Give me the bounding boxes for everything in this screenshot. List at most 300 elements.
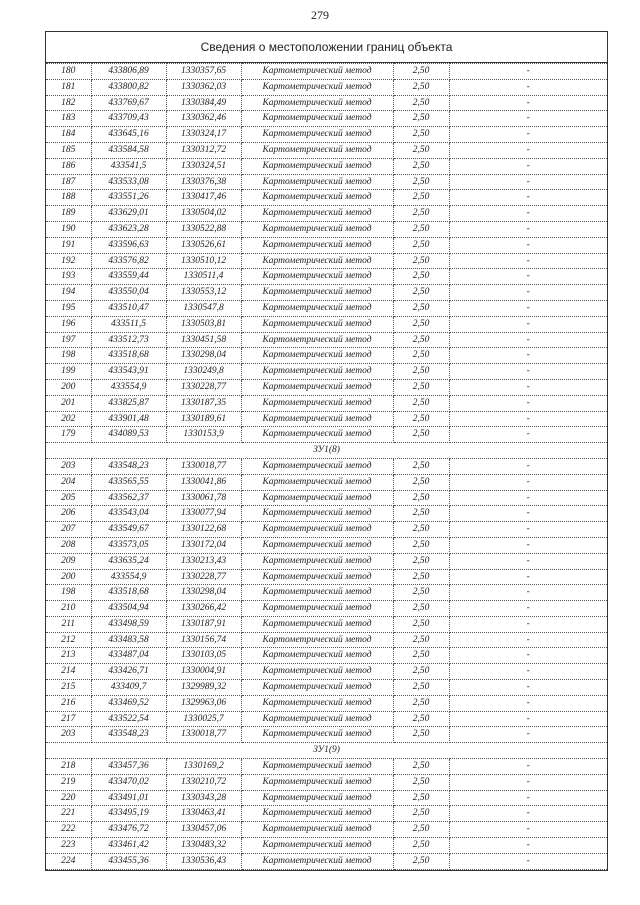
table-row (46, 458, 607, 474)
y-coordinate-cell: 1330451,58 (166, 332, 241, 348)
note-cell: - (449, 411, 607, 427)
method-cell: Картометрический метод (241, 506, 393, 522)
method-cell: Картометрический метод (241, 490, 393, 506)
method-cell: Картометрический метод (241, 601, 393, 617)
method-cell: Картометрический метод (241, 190, 393, 206)
accuracy-cell: 2,50 (393, 142, 449, 158)
y-coordinate-cell: 1330025,7 (166, 711, 241, 727)
accuracy-cell: 2,50 (393, 237, 449, 253)
y-coordinate-cell: 1330249,8 (166, 364, 241, 380)
accuracy-cell: 2,50 (393, 111, 449, 127)
accuracy-cell: 2,50 (393, 190, 449, 206)
point-number-cell: 212 (46, 632, 91, 648)
note-cell: - (449, 253, 607, 269)
y-coordinate-cell: 1330298,04 (166, 585, 241, 601)
point-number-cell: 189 (46, 206, 91, 222)
note-cell: - (449, 695, 607, 711)
y-coordinate-cell: 1330156,74 (166, 632, 241, 648)
point-number-cell: 199 (46, 364, 91, 380)
note-cell: - (449, 632, 607, 648)
point-number-cell: 204 (46, 474, 91, 490)
y-coordinate-cell: 1330172,04 (166, 537, 241, 553)
y-coordinate-cell: 1330324,17 (166, 127, 241, 143)
point-number-cell: 220 (46, 790, 91, 806)
accuracy-cell: 2,50 (393, 95, 449, 111)
note-cell: - (449, 364, 607, 380)
note-cell: - (449, 395, 607, 411)
point-number-cell: 206 (46, 506, 91, 522)
y-coordinate-cell: 1330169,2 (166, 759, 241, 775)
note-cell: - (449, 348, 607, 364)
y-coordinate-cell: 1330362,03 (166, 79, 241, 95)
method-cell: Картометрический метод (241, 585, 393, 601)
accuracy-cell: 2,50 (393, 632, 449, 648)
method-cell: Картометрический метод (241, 632, 393, 648)
point-number-cell: 223 (46, 838, 91, 854)
method-cell: Картометрический метод (241, 111, 393, 127)
note-cell: - (449, 190, 607, 206)
point-number-cell: 184 (46, 127, 91, 143)
x-coordinate-cell: 433769,67 (91, 95, 166, 111)
point-number-cell: 197 (46, 332, 91, 348)
x-coordinate-cell: 433559,44 (91, 269, 166, 285)
y-coordinate-cell: 1330511,4 (166, 269, 241, 285)
accuracy-cell: 2,50 (393, 506, 449, 522)
note-cell: - (449, 158, 607, 174)
method-cell: Картометрический метод (241, 237, 393, 253)
accuracy-cell: 2,50 (393, 364, 449, 380)
table-row (46, 838, 607, 854)
point-number-cell: 188 (46, 190, 91, 206)
table-row (46, 490, 607, 506)
x-coordinate-cell: 433554,9 (91, 379, 166, 395)
method-cell: Картометрический метод (241, 648, 393, 664)
accuracy-cell: 2,50 (393, 711, 449, 727)
y-coordinate-cell: 1330362,46 (166, 111, 241, 127)
method-cell: Картометрический метод (241, 269, 393, 285)
table-row (46, 269, 607, 285)
note-cell: - (449, 427, 607, 443)
note-cell: - (449, 680, 607, 696)
method-cell: Картометрический метод (241, 806, 393, 822)
point-number-cell: 210 (46, 601, 91, 617)
method-cell: Картометрический метод (241, 474, 393, 490)
x-coordinate-cell: 433901,48 (91, 411, 166, 427)
note-cell: - (449, 822, 607, 838)
accuracy-cell: 2,50 (393, 822, 449, 838)
note-cell: - (449, 569, 607, 585)
point-number-cell: 180 (46, 64, 91, 80)
accuracy-cell: 2,50 (393, 127, 449, 143)
method-cell: Картометрический метод (241, 174, 393, 190)
note-cell: - (449, 774, 607, 790)
method-cell: Картометрический метод (241, 142, 393, 158)
table-row (46, 285, 607, 301)
table-row (46, 822, 607, 838)
note-cell: - (449, 64, 607, 80)
note-cell: - (449, 206, 607, 222)
x-coordinate-cell: 433512,73 (91, 332, 166, 348)
table-title: Сведения о местоположении границ объекта (46, 32, 607, 63)
method-cell: Картометрический метод (241, 411, 393, 427)
accuracy-cell: 2,50 (393, 158, 449, 174)
table-row (46, 348, 607, 364)
note-cell: - (449, 490, 607, 506)
accuracy-cell: 2,50 (393, 585, 449, 601)
table-row (46, 190, 607, 206)
table-row (46, 316, 607, 332)
table-row (46, 522, 607, 538)
x-coordinate-cell: 433800,82 (91, 79, 166, 95)
accuracy-cell: 2,50 (393, 790, 449, 806)
accuracy-cell: 2,50 (393, 774, 449, 790)
y-coordinate-cell: 1330522,88 (166, 221, 241, 237)
method-cell: Картометрический метод (241, 711, 393, 727)
x-coordinate-cell: 433645,16 (91, 127, 166, 143)
table-row (46, 680, 607, 696)
note-cell: - (449, 585, 607, 601)
x-coordinate-cell: 433549,67 (91, 522, 166, 538)
accuracy-cell: 2,50 (393, 79, 449, 95)
y-coordinate-cell: 1330187,91 (166, 616, 241, 632)
x-coordinate-cell: 433565,55 (91, 474, 166, 490)
point-number-cell: 213 (46, 648, 91, 664)
y-coordinate-cell: 1330343,28 (166, 790, 241, 806)
accuracy-cell: 2,50 (393, 490, 449, 506)
method-cell: Картометрический метод (241, 127, 393, 143)
accuracy-cell: 2,50 (393, 522, 449, 538)
method-cell: Картометрический метод (241, 79, 393, 95)
point-number-cell: 193 (46, 269, 91, 285)
y-coordinate-cell: 1330213,43 (166, 553, 241, 569)
point-number-cell: 198 (46, 348, 91, 364)
method-cell: Картометрический метод (241, 822, 393, 838)
accuracy-cell: 2,50 (393, 269, 449, 285)
table-row (46, 364, 607, 380)
note-cell: - (449, 300, 607, 316)
note-cell: - (449, 379, 607, 395)
table-row (46, 411, 607, 427)
point-number-cell: 179 (46, 427, 91, 443)
table-row (46, 790, 607, 806)
point-number-cell: 194 (46, 285, 91, 301)
table-row (46, 158, 607, 174)
x-coordinate-cell: 433495,19 (91, 806, 166, 822)
point-number-cell: 192 (46, 253, 91, 269)
note-cell: - (449, 316, 607, 332)
table-row (46, 648, 607, 664)
point-number-cell: 224 (46, 853, 91, 869)
y-coordinate-cell: 1330004,91 (166, 664, 241, 680)
point-number-cell: 209 (46, 553, 91, 569)
x-coordinate-cell: 433487,04 (91, 648, 166, 664)
x-coordinate-cell: 433457,36 (91, 759, 166, 775)
table-row (46, 237, 607, 253)
y-coordinate-cell: 1330312,72 (166, 142, 241, 158)
accuracy-cell: 2,50 (393, 64, 449, 80)
y-coordinate-cell: 1330103,05 (166, 648, 241, 664)
note-cell: - (449, 553, 607, 569)
accuracy-cell: 2,50 (393, 838, 449, 854)
method-cell: Картометрический метод (241, 158, 393, 174)
table-row (46, 774, 607, 790)
note-cell: - (449, 474, 607, 490)
method-cell: Картометрический метод (241, 348, 393, 364)
x-coordinate-cell: 433483,58 (91, 632, 166, 648)
x-coordinate-cell: 433426,71 (91, 664, 166, 680)
method-cell: Картометрический метод (241, 553, 393, 569)
table-row (46, 379, 607, 395)
y-coordinate-cell: 1330457,06 (166, 822, 241, 838)
note-cell: - (449, 174, 607, 190)
accuracy-cell: 2,50 (393, 348, 449, 364)
table-row (46, 206, 607, 222)
table-row (46, 759, 607, 775)
accuracy-cell: 2,50 (393, 316, 449, 332)
section-label: ЗУ1(8) (46, 443, 607, 459)
x-coordinate-cell: 433510,47 (91, 300, 166, 316)
x-coordinate-cell: 433409,7 (91, 680, 166, 696)
x-coordinate-cell: 433469,52 (91, 695, 166, 711)
point-number-cell: 221 (46, 806, 91, 822)
point-number-cell: 190 (46, 221, 91, 237)
method-cell: Картометрический метод (241, 379, 393, 395)
section-label: ЗУ1(9) (46, 743, 607, 759)
x-coordinate-cell: 433491,01 (91, 790, 166, 806)
x-coordinate-cell: 433551,26 (91, 190, 166, 206)
y-coordinate-cell: 1330228,77 (166, 569, 241, 585)
y-coordinate-cell: 1330122,68 (166, 522, 241, 538)
method-cell: Картометрический метод (241, 664, 393, 680)
y-coordinate-cell: 1330041,86 (166, 474, 241, 490)
note-cell: - (449, 838, 607, 854)
y-coordinate-cell: 1330189,61 (166, 411, 241, 427)
accuracy-cell: 2,50 (393, 395, 449, 411)
section-row (46, 743, 607, 759)
y-coordinate-cell: 1330547,8 (166, 300, 241, 316)
y-coordinate-cell: 1330061,78 (166, 490, 241, 506)
table-row (46, 221, 607, 237)
y-coordinate-cell: 1330376,38 (166, 174, 241, 190)
point-number-cell: 216 (46, 695, 91, 711)
y-coordinate-cell: 1330483,32 (166, 838, 241, 854)
x-coordinate-cell: 433470,02 (91, 774, 166, 790)
accuracy-cell: 2,50 (393, 806, 449, 822)
boundary-table-sheet (45, 31, 608, 871)
y-coordinate-cell: 1330536,43 (166, 853, 241, 869)
method-cell: Картометрический метод (241, 64, 393, 80)
y-coordinate-cell: 1330266,42 (166, 601, 241, 617)
method-cell: Картометрический метод (241, 853, 393, 869)
method-cell: Картометрический метод (241, 316, 393, 332)
y-coordinate-cell: 1330018,77 (166, 458, 241, 474)
table-row (46, 474, 607, 490)
accuracy-cell: 2,50 (393, 664, 449, 680)
note-cell: - (449, 111, 607, 127)
point-number-cell: 181 (46, 79, 91, 95)
x-coordinate-cell: 433548,23 (91, 727, 166, 743)
note-cell: - (449, 285, 607, 301)
y-coordinate-cell: 1330153,9 (166, 427, 241, 443)
x-coordinate-cell: 433522,54 (91, 711, 166, 727)
note-cell: - (449, 806, 607, 822)
x-coordinate-cell: 433573,05 (91, 537, 166, 553)
method-cell: Картометрический метод (241, 680, 393, 696)
method-cell: Картометрический метод (241, 253, 393, 269)
x-coordinate-cell: 433584,58 (91, 142, 166, 158)
method-cell: Картометрический метод (241, 790, 393, 806)
note-cell: - (449, 237, 607, 253)
x-coordinate-cell: 433541,5 (91, 158, 166, 174)
method-cell: Картометрический метод (241, 221, 393, 237)
method-cell: Картометрический метод (241, 537, 393, 553)
y-coordinate-cell: 1330503,81 (166, 316, 241, 332)
note-cell: - (449, 79, 607, 95)
y-coordinate-cell: 1330357,65 (166, 64, 241, 80)
table-row (46, 127, 607, 143)
accuracy-cell: 2,50 (393, 537, 449, 553)
x-coordinate-cell: 433518,68 (91, 585, 166, 601)
section-row (46, 443, 607, 459)
point-number-cell: 219 (46, 774, 91, 790)
y-coordinate-cell: 1329963,06 (166, 695, 241, 711)
method-cell: Картометрический метод (241, 364, 393, 380)
x-coordinate-cell: 433518,68 (91, 348, 166, 364)
accuracy-cell: 2,50 (393, 474, 449, 490)
x-coordinate-cell: 433596,63 (91, 237, 166, 253)
y-coordinate-cell: 1330384,49 (166, 95, 241, 111)
accuracy-cell: 2,50 (393, 648, 449, 664)
table-row (46, 727, 607, 743)
method-cell: Картометрический метод (241, 522, 393, 538)
method-cell: Картометрический метод (241, 427, 393, 443)
method-cell: Картометрический метод (241, 332, 393, 348)
point-number-cell: 203 (46, 727, 91, 743)
table-row (46, 806, 607, 822)
y-coordinate-cell: 1330510,12 (166, 253, 241, 269)
accuracy-cell: 2,50 (393, 569, 449, 585)
accuracy-cell: 2,50 (393, 253, 449, 269)
x-coordinate-cell: 433461,42 (91, 838, 166, 854)
note-cell: - (449, 648, 607, 664)
accuracy-cell: 2,50 (393, 616, 449, 632)
table-row (46, 95, 607, 111)
note-cell: - (449, 221, 607, 237)
accuracy-cell: 2,50 (393, 411, 449, 427)
accuracy-cell: 2,50 (393, 332, 449, 348)
x-coordinate-cell: 433629,01 (91, 206, 166, 222)
x-coordinate-cell: 433806,89 (91, 64, 166, 80)
note-cell: - (449, 664, 607, 680)
table-row (46, 174, 607, 190)
point-number-cell: 202 (46, 411, 91, 427)
accuracy-cell: 2,50 (393, 680, 449, 696)
accuracy-cell: 2,50 (393, 174, 449, 190)
accuracy-cell: 2,50 (393, 427, 449, 443)
point-number-cell: 186 (46, 158, 91, 174)
x-coordinate-cell: 433543,04 (91, 506, 166, 522)
x-coordinate-cell: 433550,04 (91, 285, 166, 301)
accuracy-cell: 2,50 (393, 727, 449, 743)
note-cell: - (449, 727, 607, 743)
note-cell: - (449, 269, 607, 285)
table-row (46, 553, 607, 569)
method-cell: Картометрический метод (241, 727, 393, 743)
table-row (46, 395, 607, 411)
x-coordinate-cell: 433709,43 (91, 111, 166, 127)
table-row (46, 64, 607, 80)
note-cell: - (449, 616, 607, 632)
accuracy-cell: 2,50 (393, 458, 449, 474)
table-row (46, 427, 607, 443)
table-row (46, 253, 607, 269)
method-cell: Картометрический метод (241, 569, 393, 585)
method-cell: Картометрический метод (241, 774, 393, 790)
y-coordinate-cell: 1330298,04 (166, 348, 241, 364)
note-cell: - (449, 522, 607, 538)
table-row (46, 616, 607, 632)
method-cell: Картометрический метод (241, 616, 393, 632)
method-cell: Картометрический метод (241, 285, 393, 301)
point-number-cell: 200 (46, 379, 91, 395)
table-row (46, 695, 607, 711)
point-number-cell: 215 (46, 680, 91, 696)
x-coordinate-cell: 433455,36 (91, 853, 166, 869)
point-number-cell: 200 (46, 569, 91, 585)
point-number-cell: 195 (46, 300, 91, 316)
x-coordinate-cell: 433533,08 (91, 174, 166, 190)
x-coordinate-cell: 433825,87 (91, 395, 166, 411)
page-number: 279 (311, 8, 329, 22)
y-coordinate-cell: 1330228,77 (166, 379, 241, 395)
method-cell: Картометрический метод (241, 206, 393, 222)
point-number-cell: 207 (46, 522, 91, 538)
y-coordinate-cell: 1330504,02 (166, 206, 241, 222)
table-row (46, 711, 607, 727)
y-coordinate-cell: 1329989,32 (166, 680, 241, 696)
x-coordinate-cell: 433562,37 (91, 490, 166, 506)
y-coordinate-cell: 1330463,41 (166, 806, 241, 822)
x-coordinate-cell: 433511,5 (91, 316, 166, 332)
y-coordinate-cell: 1330210,72 (166, 774, 241, 790)
table-row (46, 300, 607, 316)
point-number-cell: 208 (46, 537, 91, 553)
note-cell: - (449, 332, 607, 348)
method-cell: Картометрический метод (241, 95, 393, 111)
x-coordinate-cell: 433548,23 (91, 458, 166, 474)
y-coordinate-cell: 1330018,77 (166, 727, 241, 743)
y-coordinate-cell: 1330417,46 (166, 190, 241, 206)
method-cell: Картометрический метод (241, 838, 393, 854)
point-number-cell: 214 (46, 664, 91, 680)
x-coordinate-cell: 433576,82 (91, 253, 166, 269)
point-number-cell: 201 (46, 395, 91, 411)
table-row (46, 111, 607, 127)
note-cell: - (449, 711, 607, 727)
x-coordinate-cell: 433504,94 (91, 601, 166, 617)
point-number-cell: 217 (46, 711, 91, 727)
table-row (46, 632, 607, 648)
table-row (46, 601, 607, 617)
accuracy-cell: 2,50 (393, 221, 449, 237)
accuracy-cell: 2,50 (393, 553, 449, 569)
point-number-cell: 191 (46, 237, 91, 253)
note-cell: - (449, 790, 607, 806)
point-number-cell: 185 (46, 142, 91, 158)
y-coordinate-cell: 1330077,94 (166, 506, 241, 522)
point-number-cell: 183 (46, 111, 91, 127)
table-row (46, 664, 607, 680)
